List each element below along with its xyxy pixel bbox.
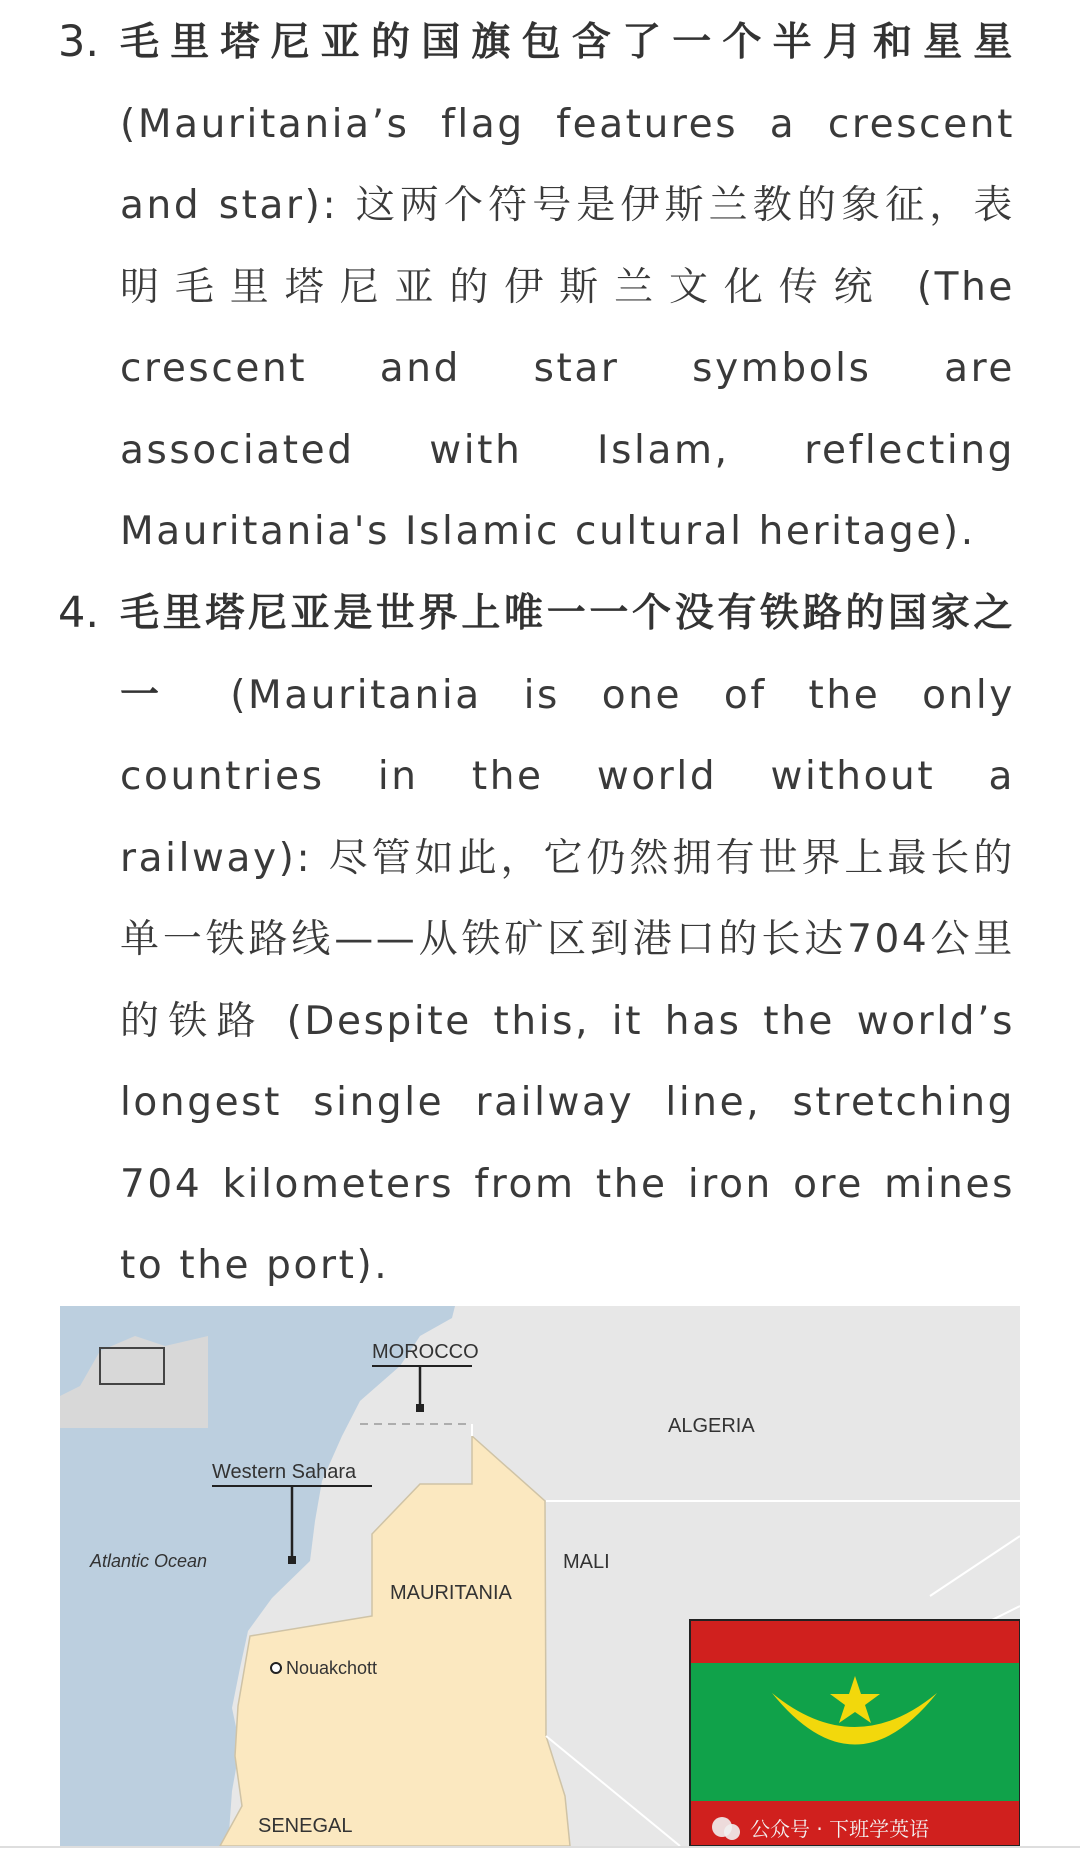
item-text: (Mauritania is one of the only countries in the world without a railway): 尽管如此，它仍然拥有世界上最长的单一铁路线——从铁矿区到港口的长达704公里的铁路 (Despite this, it has the world’s longest single railway line, stretching 704 kilometers from the iron ore mines to the port). (120, 672, 1015, 1288)
label-western-sahara: Western Sahara (212, 1461, 357, 1483)
item-body (120, 573, 1015, 1307)
label-morocco: MOROCCO (372, 1341, 479, 1363)
item-body (120, 2, 1015, 573)
item-number: 4. (58, 588, 100, 638)
flag (690, 1620, 1020, 1846)
watermark-text: 公众号 · 下班学英语 (750, 1817, 930, 1841)
label-algeria: ALGERIA (668, 1415, 755, 1437)
map-graphic (60, 1306, 1020, 1846)
morocco-marker (416, 1404, 424, 1412)
divider (0, 1846, 1080, 1848)
label-senegal: SENEGAL (258, 1815, 353, 1837)
label-mali: MALI (563, 1551, 610, 1573)
flag-red-top (691, 1621, 1019, 1663)
list-item-3 (58, 2, 1018, 573)
label-atlantic: Atlantic Ocean (90, 1551, 208, 1571)
list-item-4 (58, 573, 1018, 1307)
mauritania-map (60, 1306, 1020, 1846)
label-mauritania: MAURITANIA (390, 1582, 512, 1604)
label-nouakchott: Nouakchott (286, 1658, 378, 1678)
capital-dot (271, 1663, 281, 1673)
item-text: (Mauritania’s flag features a crescent and star): 这两个符号是伊斯兰教的象征，表明毛里塔尼亚的伊斯兰文化传统 (The crescent and star symbols are associated with Islam, reflecting Mauritania's Islamic cultural heritage). (120, 101, 1015, 554)
item-heading: 毛里塔尼亚是世界上唯一一个没有铁路的国家之一 (120, 591, 1015, 718)
item-heading: 毛里塔尼亚的国旗包含了一个半月和星星 (120, 20, 1015, 65)
wechat-icon-2 (724, 1824, 740, 1840)
ws-marker (288, 1556, 296, 1564)
item-number: 3. (58, 17, 100, 67)
